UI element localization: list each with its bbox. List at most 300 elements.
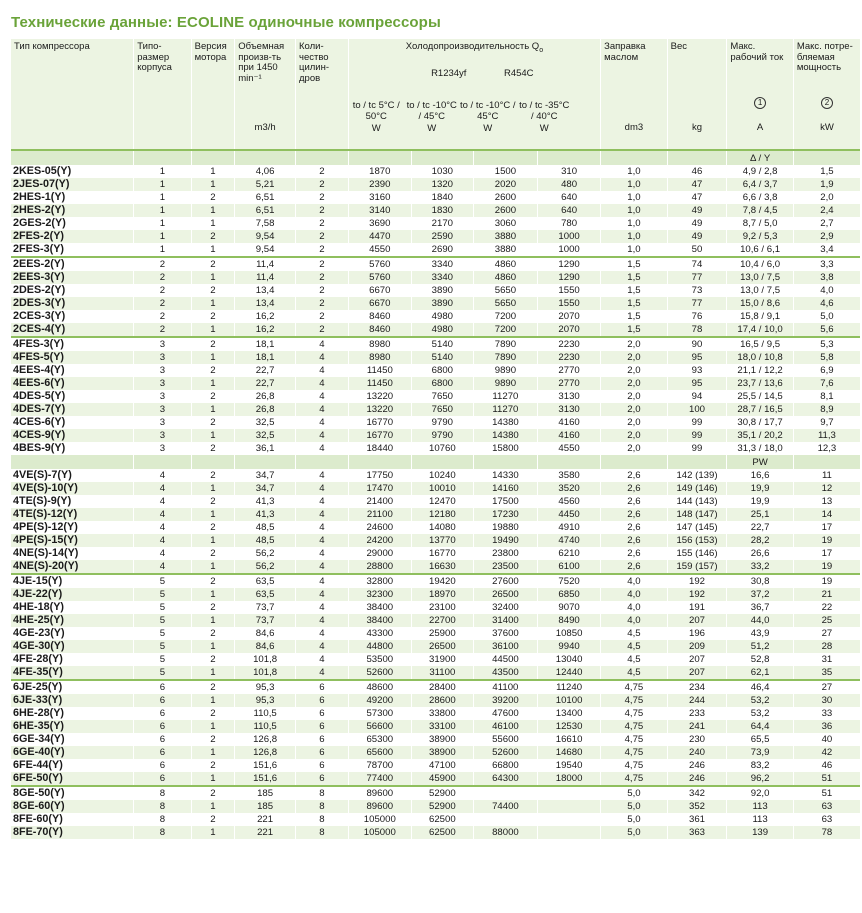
cell-q-r454c-1: 66800 [473, 759, 537, 772]
cell-current: 96,2 [727, 772, 794, 786]
cell-power: 5,3 [793, 337, 860, 351]
cell-power: 19 [793, 534, 860, 547]
cell-q-r1234yf-1: 105000 [348, 813, 411, 826]
cell-q-r454c-1: 32400 [473, 601, 537, 614]
unit-oil: dm3 [624, 122, 644, 133]
unit-w-4: W [539, 123, 549, 134]
cell-power: 30 [793, 694, 860, 707]
cell-q-r454c-2: 12440 [538, 666, 601, 680]
cell-power: 33 [793, 707, 860, 720]
cell-q-r1234yf-2: 5140 [411, 337, 473, 351]
cell-q-r454c-2: 4550 [538, 442, 601, 455]
cell-version: 2 [191, 337, 235, 351]
cell-oil: 1,0 [601, 230, 668, 243]
cell-oil: 4,75 [601, 680, 668, 694]
cell-oil: 1,0 [601, 165, 668, 178]
cell-weight: 155 (146) [667, 547, 727, 560]
cell-cylinders: 6 [296, 694, 349, 707]
cell-version: 2 [191, 759, 235, 772]
cell-volume: 185 [235, 786, 296, 800]
table-row [11, 680, 860, 694]
cell-q-r1234yf-1: 57300 [348, 707, 411, 720]
cell-q-r454c-2: 2770 [538, 377, 601, 390]
cell-cylinders: 2 [296, 191, 349, 204]
table-row [11, 416, 860, 429]
cell-q-r1234yf-2: 12470 [411, 495, 473, 508]
cell-cylinders: 4 [296, 377, 349, 390]
cell-q-r1234yf-1: 32800 [348, 574, 411, 588]
cell-oil: 4,75 [601, 759, 668, 772]
cell-q-r454c-1: 23500 [473, 560, 537, 574]
cell-current: 21,1 / 12,2 [727, 364, 794, 377]
cell-type: 4JE-22(Y) [11, 588, 134, 601]
cell-weight: 50 [667, 243, 727, 257]
cell-q-r454c-1: 2600 [473, 204, 537, 217]
cell-power: 12,3 [793, 442, 860, 455]
cell-frame: 5 [134, 601, 191, 614]
cell-frame: 1 [134, 178, 191, 191]
unit-power: kW [820, 122, 834, 133]
col-cylinders-header: Коли-чество цилин-дров [296, 39, 349, 150]
cell-power: 2,9 [793, 230, 860, 243]
cell-q-r1234yf-2: 52900 [411, 800, 473, 813]
cell-q-r1234yf-2: 3890 [411, 297, 473, 310]
cell-version: 1 [191, 694, 235, 707]
cell-cylinders: 4 [296, 403, 349, 416]
cell-q-r454c-1: 41100 [473, 680, 537, 694]
cell-weight: 363 [667, 826, 727, 839]
cell-q-r454c-2: 4740 [538, 534, 601, 547]
table-row [11, 759, 860, 772]
cell-cylinders: 4 [296, 588, 349, 601]
cell-type: 4HE-18(Y) [13, 601, 65, 613]
separator-cell [134, 455, 191, 469]
cell-volume: 22,7 [235, 364, 296, 377]
cell-q-r454c-1: 14380 [473, 416, 537, 429]
cell-version: 2 [191, 680, 235, 694]
cell-q-r454c-2: 1550 [538, 284, 601, 297]
cell-q-r454c-2: 18000 [538, 772, 601, 786]
cell-version: 1 [191, 508, 235, 521]
table-row [11, 482, 860, 495]
table-row [11, 257, 860, 271]
cell-oil: 2,0 [601, 337, 668, 351]
separator-cell [473, 150, 537, 165]
cell-q-r454c-2 [538, 800, 601, 813]
cell-type: 8FE-70(Y) [11, 826, 134, 839]
cell-volume: 6,51 [235, 204, 296, 217]
cell-oil: 5,0 [601, 800, 668, 813]
cell-oil: 2,0 [601, 403, 668, 416]
cell-q-r1234yf-2: 45900 [411, 772, 473, 786]
cell-q-r454c-1: 4860 [473, 271, 537, 284]
cell-weight: 244 [667, 694, 727, 707]
cell-frame: 2 [134, 323, 191, 337]
cell-q-r1234yf-1: 77400 [348, 772, 411, 786]
cell-q-r454c-2: 13040 [538, 653, 601, 666]
table-row [11, 560, 860, 574]
cell-oil: 1,0 [601, 217, 668, 230]
cell-cylinders: 8 [296, 826, 349, 839]
cell-cylinders: 4 [296, 547, 349, 560]
cell-power: 2,7 [793, 217, 860, 230]
cell-q-r1234yf-1: 8980 [348, 351, 411, 364]
cell-type: 4GE-30(Y) [11, 640, 134, 653]
cell-current: 25,1 [727, 508, 794, 521]
col-type-header: Тип компрессора [11, 39, 134, 150]
cell-weight: 78 [667, 323, 727, 337]
cell-type: 6GE-34(Y) [13, 733, 65, 745]
cell-cylinders: 4 [296, 482, 349, 495]
cell-power: 3,8 [793, 271, 860, 284]
cell-current: 65,5 [727, 733, 794, 746]
cell-type: 6FE-44(Y) [13, 759, 63, 771]
cell-oil: 4,0 [601, 574, 668, 588]
cell-power: 1,5 [793, 165, 860, 178]
cell-q-r1234yf-1: 65300 [348, 733, 411, 746]
cell-q-r454c-2: 2070 [538, 323, 601, 337]
cell-frame: 1 [134, 217, 191, 230]
cell-q-r454c-1: 46100 [473, 720, 537, 733]
cell-volume: 101,8 [235, 653, 296, 666]
cell-volume: 5,21 [235, 178, 296, 191]
cell-q-r454c-1 [473, 813, 537, 826]
cell-current: 31,3 / 18,0 [727, 442, 794, 455]
cell-q-r454c-1: 26500 [473, 588, 537, 601]
cell-current: 17,4 / 10,0 [727, 323, 794, 337]
cell-frame: 5 [134, 653, 191, 666]
cell-q-r454c-2: 2230 [538, 351, 601, 364]
cell-q-r454c-2: 2070 [538, 310, 601, 323]
cell-version: 1 [191, 826, 235, 839]
cell-cylinders: 2 [296, 257, 349, 271]
cell-type: 4TE(S)-12(Y) [11, 508, 134, 521]
cell-power: 31 [793, 653, 860, 666]
cell-weight: 47 [667, 178, 727, 191]
cell-cylinders: 6 [296, 707, 349, 720]
cell-power: 63 [793, 813, 860, 826]
cell-frame: 1 [134, 204, 191, 217]
cell-q-r454c-1: 31400 [473, 614, 537, 627]
cell-type: 8GE-50(Y) [11, 786, 134, 800]
cell-frame: 6 [134, 707, 191, 720]
cell-q-r1234yf-2: 28600 [411, 694, 473, 707]
cell-current: 4,9 / 2,8 [727, 165, 794, 178]
cell-frame: 4 [134, 469, 191, 482]
cell-q-r1234yf-2: 9790 [411, 429, 473, 442]
table-row [11, 364, 860, 377]
cell-cylinders: 4 [296, 521, 349, 534]
cell-version: 1 [191, 165, 235, 178]
cell-weight: 342 [667, 786, 727, 800]
cell-q-r1234yf-1: 29000 [348, 547, 411, 560]
cell-q-r1234yf-2: 6800 [411, 377, 473, 390]
table-row [11, 191, 860, 204]
cell-q-r454c-1: 1500 [473, 165, 537, 178]
cell-cylinders: 4 [296, 666, 349, 680]
condition-4: to / tc -35°C / 40°C [519, 100, 570, 122]
cell-oil: 2,6 [601, 534, 668, 547]
cell-current: 18,0 / 10,8 [727, 351, 794, 364]
cell-q-r1234yf-1: 32300 [348, 588, 411, 601]
cell-q-r454c-2: 1000 [538, 243, 601, 257]
cell-volume: 101,8 [235, 666, 296, 680]
cell-q-r1234yf-1: 49200 [348, 694, 411, 707]
cell-q-r1234yf-2: 31900 [411, 653, 473, 666]
table-row [11, 746, 860, 759]
cell-weight: 241 [667, 720, 727, 733]
cell-type: 2CES-3(Y) [13, 310, 66, 322]
cell-q-r1234yf-1: 48600 [348, 680, 411, 694]
cell-oil: 4,75 [601, 733, 668, 746]
cell-q-r454c-2: 10850 [538, 627, 601, 640]
cell-current: 16,6 [727, 469, 794, 482]
compressor-data-table [11, 39, 860, 839]
cell-cylinders: 2 [296, 297, 349, 310]
cell-type: 8FE-60(Y) [13, 813, 63, 825]
cell-type: 6HE-35(Y) [11, 720, 134, 733]
cell-oil: 4,5 [601, 653, 668, 666]
cell-q-r1234yf-2: 10240 [411, 469, 473, 482]
cell-volume: 221 [235, 826, 296, 839]
cell-current: 33,2 [727, 560, 794, 574]
cell-type: 4FE-28(Y) [13, 653, 63, 665]
separator-cell [601, 455, 668, 469]
cell-volume: 41,3 [235, 508, 296, 521]
cell-current: 19,9 [727, 482, 794, 495]
table-row [11, 403, 860, 416]
cell-volume: 18,1 [235, 351, 296, 364]
cell-q-r1234yf-2: 23100 [411, 601, 473, 614]
cell-volume: 26,8 [235, 403, 296, 416]
cell-q-r1234yf-1: 65600 [348, 746, 411, 759]
cell-frame: 4 [134, 534, 191, 547]
cell-type: 4GE-23(Y) [13, 627, 65, 639]
cell-frame: 4 [134, 560, 191, 574]
separator-cell [601, 150, 668, 165]
cell-frame: 3 [134, 416, 191, 429]
cell-version: 1 [191, 429, 235, 442]
cell-version: 2 [191, 310, 235, 323]
cell-q-r454c-1: 11270 [473, 390, 537, 403]
cell-q-r1234yf-2: 1830 [411, 204, 473, 217]
cell-volume: 9,54 [235, 230, 296, 243]
cell-type: 4HE-25(Y) [11, 614, 134, 627]
cell-type: 4PE(S)-15(Y) [11, 534, 134, 547]
cell-cylinders: 4 [296, 495, 349, 508]
cell-version: 1 [191, 178, 235, 191]
cell-oil: 4,0 [601, 601, 668, 614]
cell-oil: 1,0 [601, 204, 668, 217]
cell-volume: 16,2 [235, 323, 296, 337]
cell-version: 1 [191, 588, 235, 601]
cell-version: 2 [191, 786, 235, 800]
cell-weight: 230 [667, 733, 727, 746]
table-row [11, 547, 860, 560]
cell-power: 63 [793, 800, 860, 813]
cell-volume: 110,5 [235, 707, 296, 720]
cell-oil: 5,0 [601, 813, 668, 826]
cell-oil: 4,0 [601, 588, 668, 601]
cell-volume: 95,3 [235, 680, 296, 694]
cell-q-r1234yf-1: 28800 [348, 560, 411, 574]
cell-current: 28,7 / 16,5 [727, 403, 794, 416]
separator-cell [11, 455, 134, 469]
cell-q-r454c-1: 7200 [473, 323, 537, 337]
table-row [11, 469, 860, 482]
table-row [11, 495, 860, 508]
cell-type: 2CES-4(Y) [11, 323, 134, 337]
cell-q-r1234yf-2: 3340 [411, 257, 473, 271]
cell-q-r1234yf-2: 19420 [411, 574, 473, 588]
cell-q-r454c-1: 17230 [473, 508, 537, 521]
cell-cylinders: 6 [296, 746, 349, 759]
cell-frame: 1 [134, 165, 191, 178]
cell-q-r454c-2 [538, 826, 601, 839]
note-1-icon: 1 [754, 97, 766, 109]
cell-cylinders: 4 [296, 390, 349, 403]
cell-frame: 8 [134, 826, 191, 839]
cell-q-r1234yf-1: 53500 [348, 653, 411, 666]
cell-cylinders: 4 [296, 601, 349, 614]
cell-weight: 192 [667, 588, 727, 601]
cell-oil: 2,0 [601, 351, 668, 364]
separator-cell [11, 150, 134, 165]
cell-volume: 84,6 [235, 627, 296, 640]
cell-weight: 93 [667, 364, 727, 377]
cell-current: 16,5 / 9,5 [727, 337, 794, 351]
cell-frame: 5 [134, 588, 191, 601]
cell-frame: 5 [134, 640, 191, 653]
cell-q-r454c-1: 23800 [473, 547, 537, 560]
table-row [11, 694, 860, 707]
cell-frame: 4 [134, 547, 191, 560]
cell-volume: 6,51 [235, 191, 296, 204]
cell-volume: 63,5 [235, 574, 296, 588]
cell-weight: 77 [667, 297, 727, 310]
cell-q-r1234yf-2: 38900 [411, 733, 473, 746]
condition-1: to / tc 5°C / 50°C [352, 100, 400, 122]
cell-q-r1234yf-1: 13220 [348, 403, 411, 416]
cell-version: 1 [191, 560, 235, 574]
table-row [11, 508, 860, 521]
cell-weight: 74 [667, 257, 727, 271]
cell-power: 51 [793, 786, 860, 800]
cell-oil: 5,0 [601, 786, 668, 800]
cell-version: 1 [191, 614, 235, 627]
connection-label: Δ / Y [727, 150, 794, 165]
cell-current: 6,6 / 3,8 [727, 191, 794, 204]
cell-current: 92,0 [727, 786, 794, 800]
cell-oil: 1,5 [601, 297, 668, 310]
cell-q-r454c-1: 43500 [473, 666, 537, 680]
table-row [11, 429, 860, 442]
cell-q-r1234yf-1: 17470 [348, 482, 411, 495]
cell-q-r1234yf-2: 9790 [411, 416, 473, 429]
cell-frame: 4 [134, 508, 191, 521]
unit-weight: kg [691, 122, 703, 133]
cell-current: 62,1 [727, 666, 794, 680]
cell-frame: 6 [134, 759, 191, 772]
table-row [11, 601, 860, 614]
table-row [11, 310, 860, 323]
table-row [11, 178, 860, 191]
separator-cell [348, 455, 411, 469]
cell-oil: 1,0 [601, 178, 668, 191]
cell-q-r454c-1: 3880 [473, 230, 537, 243]
connection-label: PW [727, 455, 794, 469]
cell-q-r1234yf-2: 2170 [411, 217, 473, 230]
cell-power: 25 [793, 614, 860, 627]
cell-q-r1234yf-2: 26500 [411, 640, 473, 653]
cell-q-r1234yf-1: 16770 [348, 429, 411, 442]
cell-oil: 4,5 [601, 666, 668, 680]
cell-q-r454c-2: 6850 [538, 588, 601, 601]
cell-q-r454c-1: 14380 [473, 429, 537, 442]
cell-current: 15,8 / 9,1 [727, 310, 794, 323]
cell-type: 2DES-3(Y) [11, 297, 134, 310]
cell-version: 2 [191, 547, 235, 560]
cell-weight: 99 [667, 429, 727, 442]
cell-volume: 18,1 [235, 337, 296, 351]
cell-q-r454c-1: 14160 [473, 482, 537, 495]
cell-frame: 5 [134, 666, 191, 680]
table-row [11, 297, 860, 310]
cell-q-r454c-1: 11270 [473, 403, 537, 416]
cell-q-r1234yf-2: 16630 [411, 560, 473, 574]
cell-cylinders: 4 [296, 560, 349, 574]
cell-type: 2FES-3(Y) [13, 243, 64, 255]
cell-type: 4DES-5(Y) [13, 390, 66, 402]
cell-weight: 99 [667, 442, 727, 455]
cell-oil: 1,5 [601, 284, 668, 297]
cell-q-r1234yf-1: 21400 [348, 495, 411, 508]
cell-cylinders: 2 [296, 178, 349, 191]
table-row [11, 217, 860, 230]
cell-q-r1234yf-2: 16770 [411, 547, 473, 560]
cell-cylinders: 4 [296, 364, 349, 377]
cell-power: 3,3 [793, 257, 860, 271]
table-row [11, 521, 860, 534]
unit-w-2: W [427, 123, 437, 134]
cell-weight: 49 [667, 204, 727, 217]
cell-frame: 3 [134, 337, 191, 351]
cell-power: 8,9 [793, 403, 860, 416]
cell-q-r1234yf-1: 43300 [348, 627, 411, 640]
table-row [11, 826, 860, 839]
cell-q-r454c-2: 10100 [538, 694, 601, 707]
cell-frame: 8 [134, 786, 191, 800]
cell-volume: 26,8 [235, 390, 296, 403]
cell-q-r1234yf-1: 2390 [348, 178, 411, 191]
cell-version: 2 [191, 390, 235, 403]
cell-oil: 4,5 [601, 640, 668, 653]
cell-q-r1234yf-1: 44800 [348, 640, 411, 653]
cell-volume: 126,8 [235, 733, 296, 746]
cell-q-r454c-2: 640 [538, 204, 601, 217]
cell-weight: 246 [667, 759, 727, 772]
cell-volume: 48,5 [235, 521, 296, 534]
cell-type: 4EES-6(Y) [11, 377, 134, 390]
cell-q-r454c-1: 7890 [473, 337, 537, 351]
cell-volume: 41,3 [235, 495, 296, 508]
cell-q-r1234yf-2: 22700 [411, 614, 473, 627]
cell-q-r454c-1: 9890 [473, 377, 537, 390]
cell-q-r1234yf-2: 1320 [411, 178, 473, 191]
cell-q-r1234yf-2: 12180 [411, 508, 473, 521]
cell-power: 40 [793, 733, 860, 746]
cell-current: 44,0 [727, 614, 794, 627]
